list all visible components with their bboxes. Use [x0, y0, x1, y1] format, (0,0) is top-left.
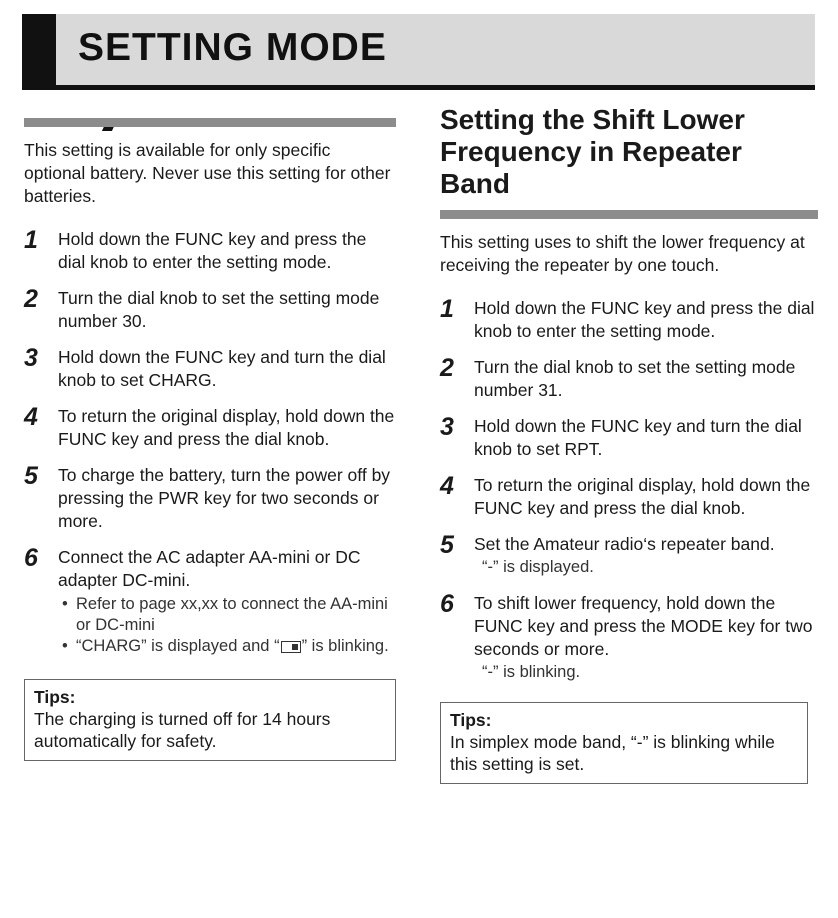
right-steps — [440, 297, 818, 684]
step-text: To return the original display, hold down the FUNC key and press the dial knob. — [58, 406, 395, 449]
step-text: Hold down the FUNC key and turn the dial knob to set CHARG. — [58, 347, 386, 390]
step-note: “-” is blinking. — [482, 663, 581, 681]
step-number: 2 — [440, 354, 454, 382]
step-item — [24, 228, 396, 274]
step-item — [440, 356, 818, 402]
step-note: “-” is displayed. — [482, 558, 594, 576]
step-item — [440, 415, 818, 461]
bullet-item — [62, 636, 396, 657]
left-intro: This setting is available for only specific optional battery. Never use this setting for other batteries. — [24, 140, 391, 206]
step-text: Hold down the FUNC key and press the dial knob to enter the setting mode. — [474, 298, 815, 341]
section-rule — [440, 210, 818, 219]
step-item — [24, 287, 396, 333]
bullet-text: Refer to page xx,xx to connect the AA-mini or DC-mini — [76, 595, 388, 634]
header-accent-block — [22, 14, 56, 90]
left-steps — [24, 228, 396, 657]
step-item — [24, 464, 396, 533]
tips-text: In simplex mode band, “-” is blinking while this setting is set. — [450, 732, 775, 774]
step-number: 5 — [440, 531, 454, 559]
left-column — [24, 118, 396, 761]
step-number: 3 — [440, 413, 454, 441]
right-column — [440, 104, 818, 784]
step-item — [440, 592, 818, 684]
step-number: 5 — [24, 462, 38, 490]
step-number: 6 — [24, 544, 38, 572]
step-text: To shift lower frequency, hold down the FUNC key and press the MODE key for two seconds or more. — [474, 593, 813, 659]
step-item — [24, 405, 396, 451]
step-text: Set the Amateur radio‘s repeater band. — [474, 534, 775, 554]
step-number: 4 — [24, 403, 38, 431]
bullet-text-before: “CHARG” is displayed and “ — [76, 637, 280, 655]
step-number: 1 — [24, 226, 38, 254]
step-number: 6 — [440, 590, 454, 618]
tips-text: The charging is turned off for 14 hours automatically for safety. — [34, 709, 331, 751]
step-item — [440, 297, 818, 343]
right-intro: This setting uses to shift the lower frequency at receiving the repeater by one touch. — [440, 232, 805, 275]
step-item — [440, 533, 818, 579]
tips-label: Tips: — [34, 687, 76, 707]
step-item — [24, 346, 396, 392]
step-text: Hold down the FUNC key and turn the dial knob to set RPT. — [474, 416, 802, 459]
battery-icon — [281, 641, 301, 653]
step-text: Turn the dial knob to set the setting mode number 30. — [58, 288, 380, 331]
step-number: 3 — [24, 344, 38, 372]
step-text: To return the original display, hold down the FUNC key and press the dial knob. — [474, 475, 811, 518]
page-title: SETTING MODE — [78, 26, 387, 69]
step-item — [24, 546, 396, 657]
step-item — [440, 474, 818, 520]
step-bullets — [58, 594, 396, 657]
tips-box — [24, 679, 396, 761]
step-text: Hold down the FUNC key and press the dial knob to enter the setting mode. — [58, 229, 367, 272]
step-text: Connect the AC adapter AA-mini or DC adapter DC-mini. — [58, 547, 361, 590]
step-text: Turn the dial knob to set the setting mode number 31. — [474, 357, 796, 400]
step-number: 1 — [440, 295, 454, 323]
section-rule — [24, 118, 396, 127]
step-text: To charge the battery, turn the power off by pressing the PWR key for two seconds or more. — [58, 465, 391, 531]
bullet-item — [62, 594, 396, 636]
step-number: 4 — [440, 472, 454, 500]
section-title: Setting the Shift Lower Frequency in Repeater Band — [440, 104, 745, 199]
tips-box — [440, 702, 808, 784]
step-number: 2 — [24, 285, 38, 313]
tips-label: Tips: — [450, 710, 492, 730]
bullet-text-after: ” is blinking. — [301, 637, 389, 655]
